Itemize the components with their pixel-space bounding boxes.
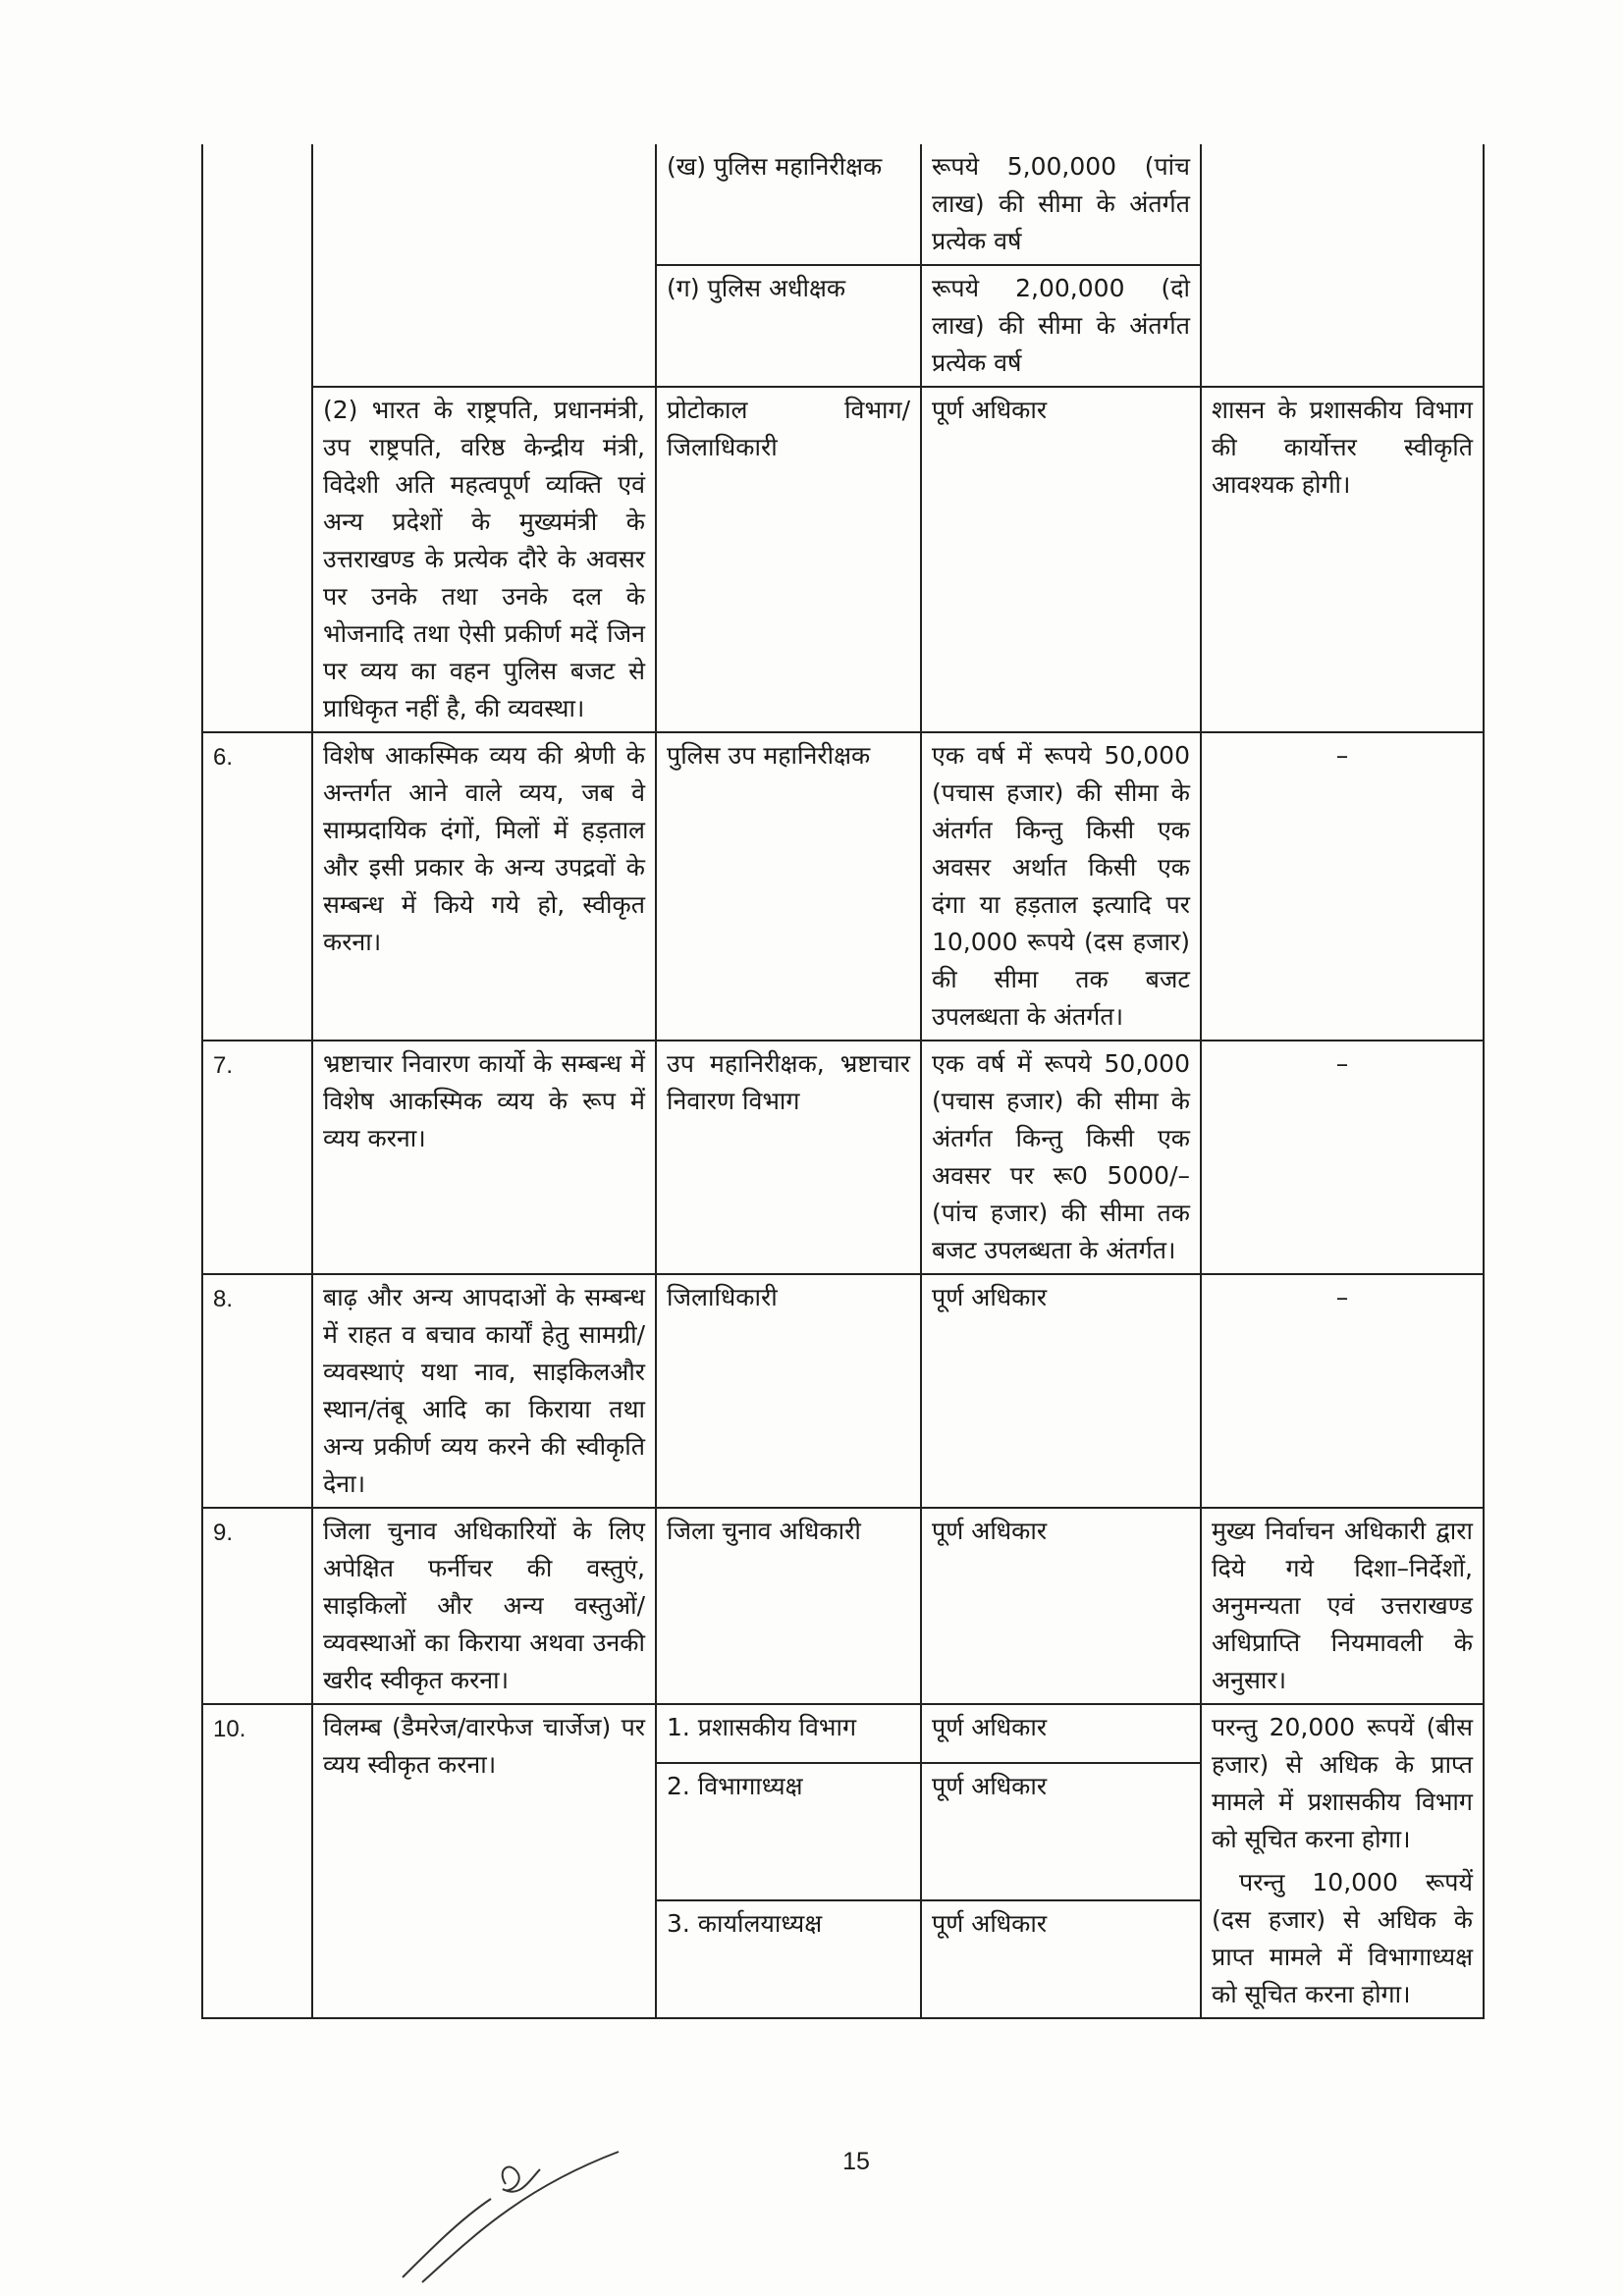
table-row <box>202 144 1484 265</box>
serial-number-cell: 6. <box>202 732 312 1041</box>
page-number: 15 <box>842 2148 870 2175</box>
extent-cell: एक वर्ष में रूपये 50,000 (पचास हजार) की सीमा के अंतर्गत किन्तु किसी एक अवसर अर्थात किसी एक दंगा या हड़ताल इत्यादि पर 10,000 रूपये (दस हजार) की सीमा तक बजट उपलब्धता के अंतर्गत। <box>921 732 1201 1041</box>
table-row <box>202 387 1484 732</box>
authority-cell: जिलाधिकारी <box>656 1274 921 1508</box>
extent-cell: पूर्ण अधिकार <box>921 1274 1201 1508</box>
extent-cell: पूर्ण अधिकार <box>921 1508 1201 1704</box>
remarks-cell <box>1201 1704 1484 2018</box>
authority-cell: पुलिस उप महानिरीक्षक <box>656 732 921 1041</box>
serial-number-cell: 7. <box>202 1041 312 1274</box>
extent-cell: पूर्ण अधिकार <box>921 1704 1201 1763</box>
table-row <box>202 1274 1484 1508</box>
serial-number-cell: 8. <box>202 1274 312 1508</box>
authority-cell: 2. विभागाध्यक्ष <box>656 1763 921 1900</box>
remarks-cell <box>1201 144 1484 387</box>
extent-cell: रूपये 2,00,000 (दो लाख) की सीमा के अंतर्गत प्रत्येक वर्ष <box>921 265 1201 387</box>
remarks-cell: – <box>1201 1274 1484 1508</box>
serial-number-cell <box>202 144 312 387</box>
remarks-cell: – <box>1201 1041 1484 1274</box>
table-row <box>202 1508 1484 1704</box>
description-cell: जिला चुनाव अधिकारियों के लिए अपेक्षित फर्नीचर की वस्तुएं, साइकिलों और अन्य वस्तुओं/ व्यवस्थाओं का किराया अथवा उनकी खरीद स्वीकृत करना। <box>312 1508 656 1704</box>
description-cell: भ्रष्टाचार निवारण कार्यो के सम्बन्ध में विशेष आकस्मिक व्यय के रूप में व्यय करना। <box>312 1041 656 1274</box>
description-cell: (2) भारत के राष्ट्रपति, प्रधानमंत्री, उप राष्ट्रपति, वरिष्ठ केन्द्रीय मंत्री, विदेशी अति महत्वपूर्ण व्यक्ति एवं अन्य प्रदेशों के मुख्यमंत्री के उत्तराखण्ड के प्रत्येक दौरे के अवसर पर उनके तथा उनके दल के भोजनादि तथा ऐसी प्रकीर्ण मदें जिन पर व्यय का वहन पुलिस बजट से प्राधिकृत नहीं है, की व्यवस्था। <box>312 387 656 732</box>
remarks-cell: शासन के प्रशासकीय विभाग की कार्योत्तर स्वीकृति आवश्यक होगी। <box>1201 387 1484 732</box>
extent-cell: पूर्ण अधिकार <box>921 387 1201 732</box>
table-row <box>202 1041 1484 1274</box>
authority-cell: (ग) पुलिस अधीक्षक <box>656 265 921 387</box>
description-cell <box>312 144 656 387</box>
extent-cell: रूपये 5,00,000 (पांच लाख) की सीमा के अंतर्गत प्रत्येक वर्ष <box>921 144 1201 265</box>
serial-number-cell <box>202 387 312 732</box>
delegation-table <box>201 144 1485 2019</box>
signature-mark <box>393 2140 648 2287</box>
table-row <box>202 1704 1484 1763</box>
authority-cell: जिला चुनाव अधिकारी <box>656 1508 921 1704</box>
authority-cell: (ख) पुलिस महानिरीक्षक <box>656 144 921 265</box>
description-cell: बाढ़ और अन्य आपदाओं के सम्बन्ध में राहत व बचाव कार्यों हेतु सामग्री/व्यवस्थाएं यथा नाव, साइकिलऔर स्थान/तंबू आदि का किराया तथा अन्य प्रकीर्ण व्यय करने की स्वीकृति देना। <box>312 1274 656 1508</box>
remarks-cell: – <box>1201 732 1484 1041</box>
authority-cell: 3. कार्यालयाध्यक्ष <box>656 1900 921 2018</box>
authority-cell: उप महानिरीक्षक, भ्रष्टाचार निवारण विभाग <box>656 1041 921 1274</box>
extent-cell: पूर्ण अधिकार <box>921 1900 1201 2018</box>
description-cell: विलम्ब (डैमरेज/वारफेज चार्जेज) पर व्यय स्वीकृत करना। <box>312 1704 656 2018</box>
description-cell: विशेष आकस्मिक व्यय की श्रेणी के अन्तर्गत आने वाले व्यय, जब वे साम्प्रदायिक दंगों, मिलों में हड़ताल और इसी प्रकार के अन्य उपद्रवों के सम्बन्ध में किये गये हो, स्वीकृत करना। <box>312 732 656 1041</box>
table-row <box>202 732 1484 1041</box>
authority-cell: प्रोटोकाल विभाग/ जिलाधिकारी <box>656 387 921 732</box>
serial-number-cell: 10. <box>202 1704 312 2018</box>
extent-cell: पूर्ण अधिकार <box>921 1763 1201 1900</box>
remarks-paragraph: परन्तु 20,000 रूपयें (बीस हजार) से अधिक के प्राप्त मामले में प्रशासकीय विभाग को सूचित करना होगा। <box>1212 1713 1473 1853</box>
serial-number-cell: 9. <box>202 1508 312 1704</box>
remarks-cell: मुख्य निर्वाचन अधिकारी द्वारा दिये गये दिशा–निर्देशों, अनुमन्यता एवं उत्तराखण्ड अधिप्राप्ति नियमावली के अनुसार। <box>1201 1508 1484 1704</box>
extent-cell: एक वर्ष में रूपये 50,000 (पचास हजार) की सीमा के अंतर्गत किन्तु किसी एक अवसर पर रू0 5000/– (पांच हजार) की सीमा तक बजट उपलब्धता के अंतर्गत। <box>921 1041 1201 1274</box>
authority-cell: 1. प्रशासकीय विभाग <box>656 1704 921 1763</box>
remarks-paragraph: परन्तु 10,000 रूपयें (दस हजार) से अधिक के प्राप्त मामले में विभागाध्यक्ष को सूचित करना होगा। <box>1212 1868 1473 2008</box>
